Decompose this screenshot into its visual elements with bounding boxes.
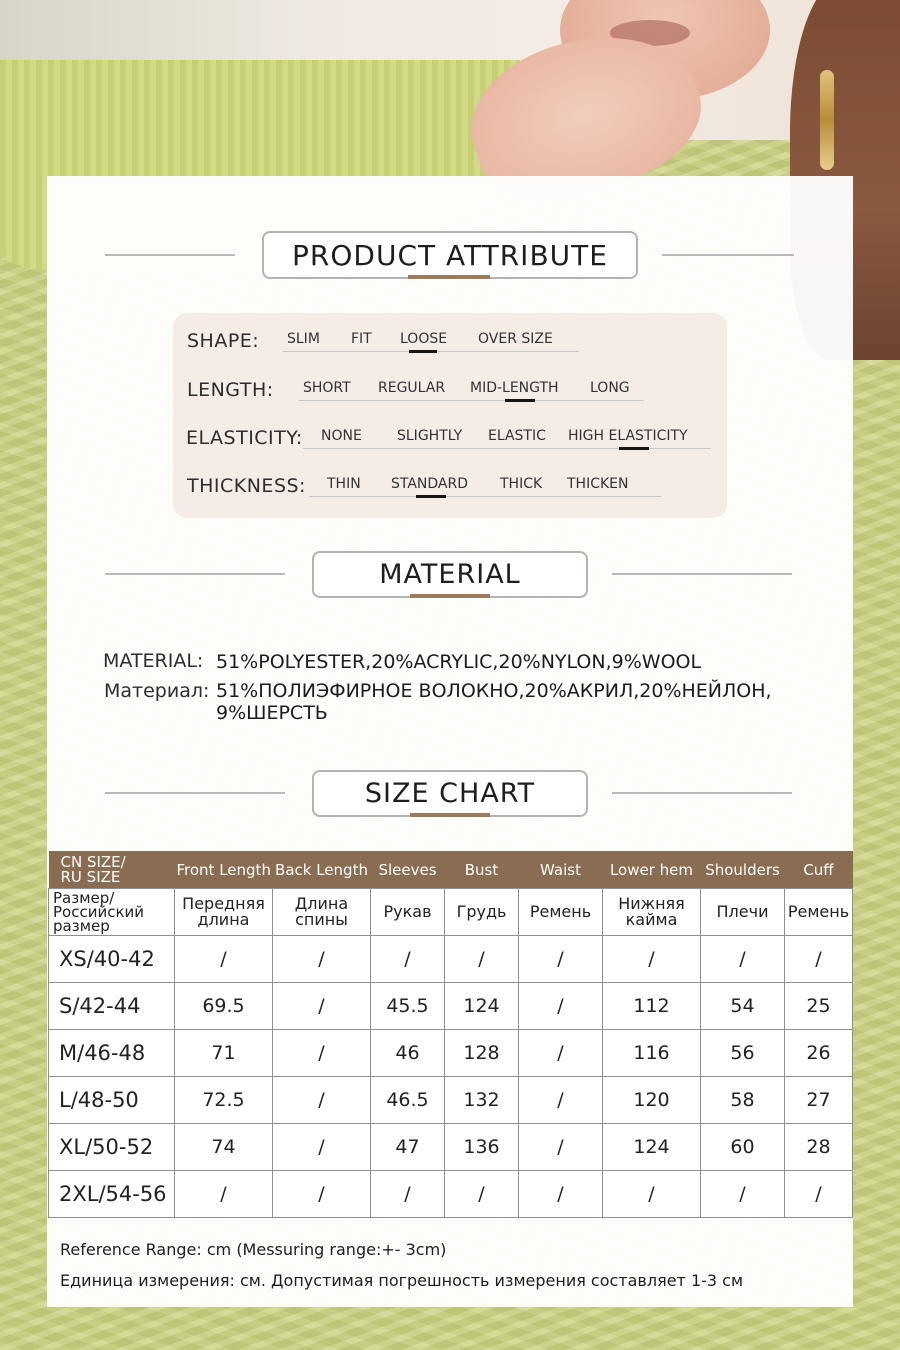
table-cell: / — [785, 936, 853, 983]
size-label-cell: 2XL/54-56 — [49, 1171, 175, 1218]
table-cell: / — [445, 1171, 519, 1218]
table-cell: Ремень — [785, 889, 853, 936]
heading-rule-right — [662, 254, 794, 256]
material-value-ru: 51%ПОЛИЭФИРНОЕ ВОЛОКНО,20%АКРИЛ,20%НЕЙЛОН, — [216, 680, 772, 702]
size-label-cell: S/42-44 — [49, 983, 175, 1030]
table-cell: 60 — [701, 1124, 785, 1171]
table-cell: 45.5 — [371, 983, 445, 1030]
table-cell: / — [371, 1171, 445, 1218]
attr-option-selected: STANDARD — [391, 476, 469, 492]
product-attribute-heading: PRODUCT ATTRIBUTE — [262, 231, 638, 279]
table-cell: / — [701, 1171, 785, 1218]
table-cell: / — [519, 1171, 603, 1218]
table-cell: / — [273, 1030, 371, 1077]
table-cell: / — [273, 936, 371, 983]
table-cell: 136 — [445, 1124, 519, 1171]
table-cell: / — [519, 983, 603, 1030]
header-cell: Waist — [519, 851, 603, 889]
attr-rule — [309, 496, 661, 497]
header-cell: Sleeves — [371, 851, 445, 889]
heading-rule-left — [105, 254, 235, 256]
table-cell: 26 — [785, 1030, 853, 1077]
attr-option: SLIM — [287, 331, 320, 347]
header-cell: Front Length — [175, 851, 273, 889]
table-cell: 54 — [701, 983, 785, 1030]
material-value-en: 51%POLYESTER,20%ACRYLIC,20%NYLON,9%WOOL — [216, 651, 702, 673]
attr-option: OVER SIZE — [478, 331, 553, 347]
table-cell: Рукав — [371, 889, 445, 936]
attr-label-length: LENGTH: — [187, 379, 274, 401]
attr-rule — [303, 448, 711, 449]
table-cell: 27 — [785, 1077, 853, 1124]
attr-option: THIN — [327, 476, 361, 492]
attr-option-selected: HIGH ELASTICITY — [568, 428, 688, 444]
attr-option: SLIGHTLY — [397, 428, 463, 444]
attr-option-selected: MID-LENGTH — [470, 380, 559, 396]
table-header-row — [49, 851, 853, 889]
attr-option: SHORT — [303, 380, 351, 396]
size-label-cell: XS/40-42 — [49, 936, 175, 983]
table-cell: / — [175, 936, 273, 983]
heading-rule-left — [105, 573, 285, 575]
table-cell: / — [519, 936, 603, 983]
note-en: Reference Range: cm (Messuring range:+- 3cm) — [60, 1240, 447, 1259]
selected-marker — [505, 399, 535, 402]
attr-option-selected: LOOSE — [400, 331, 448, 347]
earring-icon — [820, 70, 834, 170]
attr-option: THICKEN — [567, 476, 629, 492]
table-cell: 46.5 — [371, 1077, 445, 1124]
table-cell: / — [519, 1030, 603, 1077]
selected-marker — [409, 350, 437, 353]
heading-accent — [408, 275, 490, 279]
table-cell: 124 — [445, 983, 519, 1030]
table-cell: Размер/ Российский размер — [49, 889, 175, 936]
table-cell: 112 — [603, 983, 701, 1030]
size-chart-heading: SIZE CHART — [312, 770, 588, 817]
table-cell: 128 — [445, 1030, 519, 1077]
size-table — [48, 851, 853, 1218]
attr-option: LONG — [590, 380, 630, 396]
material-label-en: MATERIAL: — [103, 650, 204, 672]
attr-option: FIT — [351, 331, 372, 347]
table-row — [49, 1171, 853, 1218]
table-row-ru-header — [49, 889, 853, 936]
material-value-ru-cont: 9%ШЕРСТЬ — [216, 702, 328, 724]
heading-accent — [410, 594, 490, 598]
table-cell: / — [603, 936, 701, 983]
table-row — [49, 1077, 853, 1124]
attr-label-elasticity: ELASTICITY: — [186, 427, 303, 449]
table-cell: 69.5 — [175, 983, 273, 1030]
heading-accent — [410, 813, 490, 817]
header-cell: Lower hem — [603, 851, 701, 889]
selected-marker — [416, 495, 446, 498]
table-cell: 132 — [445, 1077, 519, 1124]
header-cell: CN SIZE/ RU SIZE — [49, 851, 175, 889]
table-row — [49, 1124, 853, 1171]
size-label-cell: M/46-48 — [49, 1030, 175, 1077]
attr-option: REGULAR — [378, 380, 446, 396]
table-cell: / — [371, 936, 445, 983]
table-cell: Передняя длина — [175, 889, 273, 936]
attr-option: ELASTIC — [488, 428, 546, 444]
table-cell: Плечи — [701, 889, 785, 936]
heading-rule-left — [105, 792, 285, 794]
table-cell: Нижняя кайма — [603, 889, 701, 936]
heading-rule-right — [612, 792, 792, 794]
table-row — [49, 936, 853, 983]
size-label-cell: XL/50-52 — [49, 1124, 175, 1171]
header-cell: Shoulders — [701, 851, 785, 889]
table-cell: 72.5 — [175, 1077, 273, 1124]
attr-option: THICK — [500, 476, 543, 492]
selected-marker — [619, 447, 649, 450]
table-cell: 116 — [603, 1030, 701, 1077]
table-row — [49, 1030, 853, 1077]
table-cell: 74 — [175, 1124, 273, 1171]
table-cell: / — [273, 1124, 371, 1171]
attr-label-shape: SHAPE: — [187, 330, 260, 352]
table-cell: Грудь — [445, 889, 519, 936]
table-cell: 25 — [785, 983, 853, 1030]
table-cell: / — [445, 936, 519, 983]
table-cell: 56 — [701, 1030, 785, 1077]
header-cell: Cuff — [785, 851, 853, 889]
table-cell: / — [701, 936, 785, 983]
table-cell: Ремень — [519, 889, 603, 936]
table-cell: / — [785, 1171, 853, 1218]
table-cell: / — [273, 983, 371, 1030]
table-cell: 58 — [701, 1077, 785, 1124]
attr-option: NONE — [321, 428, 362, 444]
table-cell: / — [519, 1124, 603, 1171]
note-ru: Единица измерения: см. Допустимая погрешность измерения составляет 1-3 см — [60, 1271, 744, 1290]
material-heading: MATERIAL — [312, 551, 588, 598]
attr-rule — [299, 400, 644, 401]
table-cell: 124 — [603, 1124, 701, 1171]
attr-label-thickness: THICKNESS: — [187, 475, 306, 497]
table-cell: 28 — [785, 1124, 853, 1171]
table-cell: 120 — [603, 1077, 701, 1124]
size-label-cell: L/48-50 — [49, 1077, 175, 1124]
heading-rule-right — [612, 573, 792, 575]
header-cell: Back Length — [273, 851, 371, 889]
table-cell: / — [519, 1077, 603, 1124]
table-row — [49, 983, 853, 1030]
header-cell: Bust — [445, 851, 519, 889]
table-cell: / — [273, 1077, 371, 1124]
table-cell: 71 — [175, 1030, 273, 1077]
table-cell: Длина спины — [273, 889, 371, 936]
material-label-ru: Материал: — [104, 680, 210, 702]
table-cell: 46 — [371, 1030, 445, 1077]
table-cell: / — [603, 1171, 701, 1218]
table-cell: / — [273, 1171, 371, 1218]
table-cell: 47 — [371, 1124, 445, 1171]
table-cell: / — [175, 1171, 273, 1218]
